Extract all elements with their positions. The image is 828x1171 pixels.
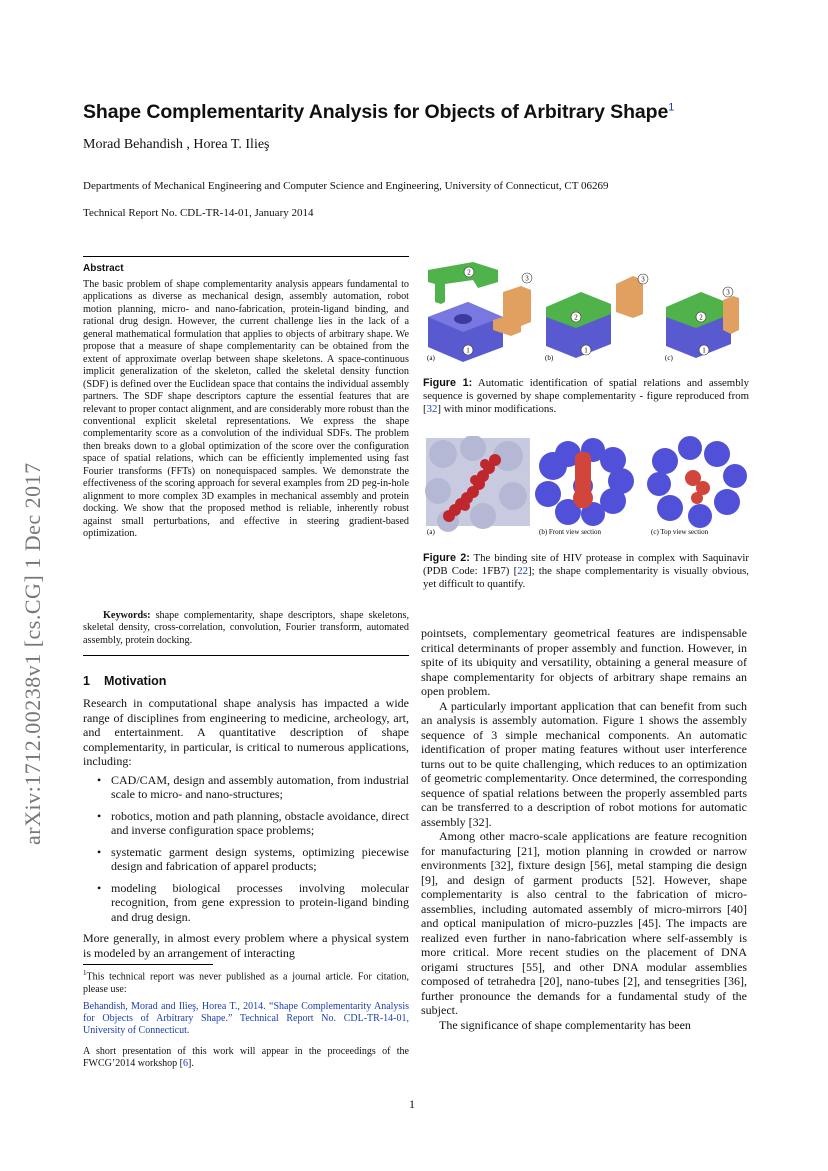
part-label: 3 [641,275,645,284]
part-3-orange [723,296,739,334]
caption-text: Automatic identification of spatial relations and assembly sequence is governed by shape complementarity - figure reproduced from [ [423,377,750,415]
caption-text-end: ] with minor modifications. [437,402,557,415]
figure-2-caption [423,552,749,590]
assembly-panel-b [545,274,648,362]
protein-panel-c [647,436,747,536]
footnote-rule [83,964,213,965]
section-number: 1 [83,674,90,688]
figure-1-label: Figure 1: [423,377,473,389]
part-label: 2 [699,313,703,322]
keywords [83,610,409,647]
part-1-hole [454,314,472,324]
caption-text-end: ]; the shape complementarity is visually obvious, yet difficult to quantify. [423,564,749,590]
applications-list [83,773,409,925]
keywords-label: Keywords: [103,610,151,621]
motivation-paragraph-1: Research in computational shape analysis has impacted a wide range of disciplines from engineering to medicine, archeology, art, and entertainment. A quantitative description of shape complementarity, in particular, is critical to numerous applications, including: [83,696,409,768]
right-paragraph-3: Among other macro-scale applications are feature recognition for manufacturing [21], motion planning in crowded or narrow environments [32], fixture design [56], metal stamping die design [9], and design of garment products [52]. However, shape complementarity is also central to the fabrication of micro-assemblies, including automated assembly of micro-mirrors [40] and optical manipulation of micro-puzzles [45]. The impacts are realized even further in nano-fabrication where self-assembly is more critical. More recent studies on the placement of DNA origami structures [55], and other DNA modular assemblies composed of tetrahedra [20], nano-tubes [2], and tensegrities [36], further pronounce the demands for a fundamental study of the subject. [421,829,747,1017]
protein-panel-b [535,438,634,536]
right-paragraph-2: A particularly important application that can benefit from such an analysis is assembly automation. Figure 1 shows the assembly sequence of 3 simple mechanical components. An automatic identification of proper mating features without user interference turns out to be quite challenging, which reduces to an optimization of geometric complementarity. Once determined, the corresponding sequence of spatial relations between the properly assembled parts can be transferred to a description of robot motions for automatic assembly [32]. [421,698,747,829]
right-paragraph-1: pointsets, complementary geometrical features are indispensable critical determinants of proper assembly and function. However, in spite of its ubiquity and versatility, obtaining a general measure of shape complementarity for objects of arbitrary shape remains an open problem. [421,626,747,698]
caption-text: The binding site of HIV protease in complex with Saquinavir (PDB Code: 1FB7) [ [423,552,749,577]
right-body [421,626,747,1032]
affiliation: Departments of Mechanical Engineering and Computer Science and Engineering, University of Connecticut, CT 06269 [83,180,609,192]
left-body [83,696,409,960]
figure-1-caption [423,377,749,415]
part-label: 3 [525,274,529,283]
part-2-green [428,262,498,304]
figure-1-image [423,262,749,366]
part-label: 1 [584,346,588,355]
abstract-heading: Abstract [83,263,124,274]
arxiv-identifier: arXiv:1712.00238v1 [cs.CG] 1 Dec 2017 [20,462,45,845]
abstract-bottom-rule [83,655,409,656]
title-text: Shape Complementarity Analysis for Objects of Arbitrary Shape [83,101,669,123]
figure-2-label: Figure 2: [423,552,470,564]
panel-label: (a) [427,528,435,536]
part-label: 3 [726,288,730,297]
panel-label: (c) Top view section [651,528,709,536]
assembly-panel-a [427,262,532,362]
panel-label: (a) [427,354,435,362]
panel-label: (b) [545,354,554,362]
panel-label: (c) [665,354,673,362]
section-title: Motivation [103,674,167,688]
ligand-section [573,452,593,508]
footnote-citation[interactable] [83,1001,409,1038]
footnote [83,967,409,996]
section-heading [83,674,166,688]
abstract-text: The basic problem of shape complementarity analysis appears fundamental to applications as diverse as mechanical design, assembly automation, robot motion planning, micro- and nano-fabrication, protein-ligand binding, and rational drug design. However, the current challenge lies in the lack of a general mathematical formulation that applies to objects of arbitrary shape. We propose that a measure of shape complementarity can be obtained from the extent of approximate overlap between shape skeletons. A space-continuous implicit generalization of the skeleton, called the skeletal density function (SDF) is defined over the Euclidean space that contains the individual assembly partners. The SDF shape descriptors capture the essential features that are relevant to proper contact alignment, and are considerably more robust than the conventional explicit skeletal representations. We express the shape complementarity score as a convolution of the individual SDFs. The problem then breaks down to a global optimization of the score over the configuration space of spatial relations, which can be efficiently implemented using fast Fourier transforms (FFTs) on nonequispaced samples. We demonstrate the effectiveness of the scoring approach for several examples from 2D peg-in-hole alignment to more complex 3D examples in mechanical assembly and protein docking. We show that the proposed method is reliable, inherently robust against small perturbations, and effective in steering gradient-based optimization. [83,279,409,540]
right-paragraph-4: The significance of shape complementarity has been [439,1017,691,1032]
part-label: 1 [702,346,706,355]
footnote-note [83,1046,409,1070]
abstract-top-rule [83,256,409,257]
protein-panel-a [425,436,530,536]
footnote-line1: This technical report was never published as a journal article. For citation, please use: [83,971,409,995]
list-item: • robotics, motion and path planning, obstacle avoidance, direct and inverse configuration space problems; [83,809,409,838]
motivation-paragraph-2: More generally, in almost every problem where a physical system is modeled by an arrangement of interacting [83,931,409,960]
authors: Morad Behandish , Horea T. Ilieş [83,137,270,152]
ref-link[interactable]: 22 [517,564,528,577]
page-number: 1 [409,1097,415,1111]
tech-report: Technical Report No. CDL-TR-14-01, January 2014 [83,207,314,219]
note-text: A short presentation of this work will appear in the proceedings of the FWCG’2014 workshop [ [83,1046,409,1070]
keywords-text: shape complementarity, shape descriptors, shape skeletons, skeletal density, cross-correlation, convolution, Fourier transform, automated assembly, protein docking. [83,610,409,646]
list-item: • CAD/CAM, design and assembly automation, from industrial scale to micro- and nano-structures; [83,773,409,802]
assembly-panel-c [665,287,739,362]
title-footnote-mark[interactable]: 1 [668,101,675,114]
part-label: 1 [466,346,470,355]
paper-title [83,101,743,124]
ref-link[interactable]: 32 [426,402,438,415]
list-item: • systematic garment design systems, optimizing piecewise design and fabrication of apparel products; [83,845,409,874]
figure-2-image [423,436,749,538]
note-text-end: ]. [188,1058,194,1070]
part-label: 2 [574,313,578,322]
list-item: • modeling biological processes involving molecular recognition, from gene expression to protein-ligand binding and drug design. [83,881,409,925]
panel-label: (b) Front view section [539,528,602,536]
footnote-mark: 1 [83,969,87,977]
arxiv-sidebar [20,365,50,845]
ref-link[interactable]: 6 [183,1058,188,1070]
part-label: 2 [467,268,471,277]
citation-link[interactable]: Behandish, Morad and Ilieş, Horea T., 2014. “Shape Complementarity Analysis for Objects of Arbitrary Shape.” Technical Report No. CDL-TR-14-01, University of Connecticut. [83,1001,409,1037]
